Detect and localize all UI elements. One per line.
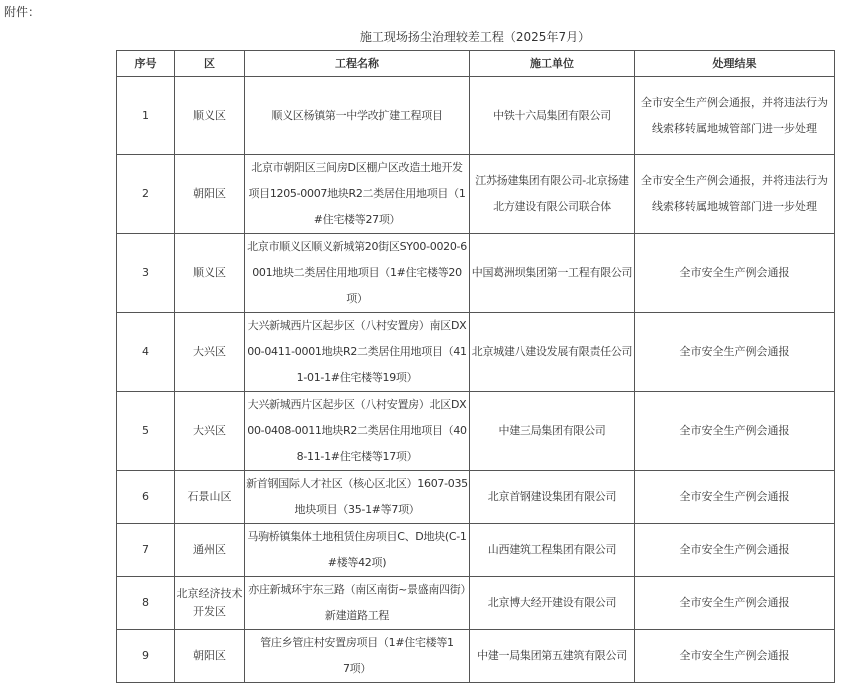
cell-district: 通州区	[175, 524, 245, 577]
table-row	[117, 524, 835, 577]
cell-district: 大兴区	[175, 313, 245, 392]
table-title: 施工现场扬尘治理较差工程（2025年7月）	[359, 30, 591, 44]
cell-seq: 5	[117, 392, 175, 471]
cell-seq: 3	[117, 234, 175, 313]
table-row	[117, 392, 835, 471]
cell-result: 全市安全生产例会通报	[635, 234, 835, 313]
cell-seq: 7	[117, 524, 175, 577]
cell-project: 北京市朝阳区三间房D区棚户区改造土地开发项目1205-0007地块R2二类居住用地项目（1#住宅楼等27项）	[245, 155, 470, 234]
cell-result: 全市安全生产例会通报	[635, 471, 835, 524]
cell-result: 全市安全生产例会通报	[635, 577, 835, 630]
cell-result: 全市安全生产例会通报	[635, 524, 835, 577]
cell-result: 全市安全生产例会通报	[635, 313, 835, 392]
cell-unit: 江苏扬建集团有限公司-北京扬建北方建设有限公司联合体	[470, 155, 635, 234]
cell-district: 顺义区	[175, 77, 245, 155]
cell-project: 亦庄新城环宇东三路（南区南街~景盛南四街）新建道路工程	[245, 577, 470, 630]
cell-result: 全市安全生产例会通报，并将违法行为线索移转属地城管部门进一步处理	[635, 155, 835, 234]
cell-seq: 9	[117, 630, 175, 683]
table-row	[117, 155, 835, 234]
cell-result: 全市安全生产例会通报	[635, 630, 835, 683]
cell-district: 大兴区	[175, 392, 245, 471]
cell-unit: 北京首钢建设集团有限公司	[470, 471, 635, 524]
header-project: 工程名称	[245, 51, 470, 77]
cell-seq: 4	[117, 313, 175, 392]
table-row	[117, 234, 835, 313]
cell-district: 北京经济技术开发区	[175, 577, 245, 630]
cell-project: 新首钢国际人才社区（核心区北区）1607-035地块项目（35-1#等7项）	[245, 471, 470, 524]
attachment-label: 附件：	[4, 5, 41, 19]
table-row	[117, 77, 835, 155]
table-row	[117, 313, 835, 392]
cell-result: 全市安全生产例会通报，并将违法行为线索移转属地城管部门进一步处理	[635, 77, 835, 155]
cell-unit: 山西建筑工程集团有限公司	[470, 524, 635, 577]
table-header-row	[117, 51, 835, 77]
cell-project: 马驹桥镇集体土地租赁住房项目C、D地块(C-1#楼等42项)	[245, 524, 470, 577]
cell-seq: 1	[117, 77, 175, 155]
cell-seq: 2	[117, 155, 175, 234]
cell-district: 顺义区	[175, 234, 245, 313]
cell-project: 北京市顺义区顺义新城第20街区SY00-0020-6001地块二类居住用地项目（1#住宅楼等20项）	[245, 234, 470, 313]
cell-district: 石景山区	[175, 471, 245, 524]
cell-project: 顺义区杨镇第一中学改扩建工程项目	[245, 77, 470, 155]
cell-project: 管庄乡管庄村安置房项目（1#住宅楼等17项）	[245, 630, 470, 683]
cell-district: 朝阳区	[175, 630, 245, 683]
cell-unit: 中建三局集团有限公司	[470, 392, 635, 471]
cell-unit: 中建一局集团第五建筑有限公司	[470, 630, 635, 683]
cell-seq: 6	[117, 471, 175, 524]
cell-district: 朝阳区	[175, 155, 245, 234]
cell-unit: 北京博大经开建设有限公司	[470, 577, 635, 630]
cell-seq: 8	[117, 577, 175, 630]
cell-unit: 中铁十六局集团有限公司	[470, 77, 635, 155]
cell-project: 大兴新城西片区起步区（八村安置房）北区DX00-0408-0011地块R2二类居住用地项目（408-11-1#住宅楼等17项）	[245, 392, 470, 471]
cell-unit: 北京城建八建设发展有限责任公司	[470, 313, 635, 392]
header-seq: 序号	[117, 51, 175, 77]
header-result: 处理结果	[635, 51, 835, 77]
table-row	[117, 630, 835, 683]
cell-result: 全市安全生产例会通报	[635, 392, 835, 471]
table-row	[117, 471, 835, 524]
cell-unit: 中国葛洲坝集团第一工程有限公司	[470, 234, 635, 313]
header-unit: 施工单位	[470, 51, 635, 77]
header-district: 区	[175, 51, 245, 77]
dust-control-table	[116, 50, 835, 683]
table-row	[117, 577, 835, 630]
cell-project: 大兴新城西片区起步区（八村安置房）南区DX00-0411-0001地块R2二类居住用地项目（411-01-1#住宅楼等19项）	[245, 313, 470, 392]
